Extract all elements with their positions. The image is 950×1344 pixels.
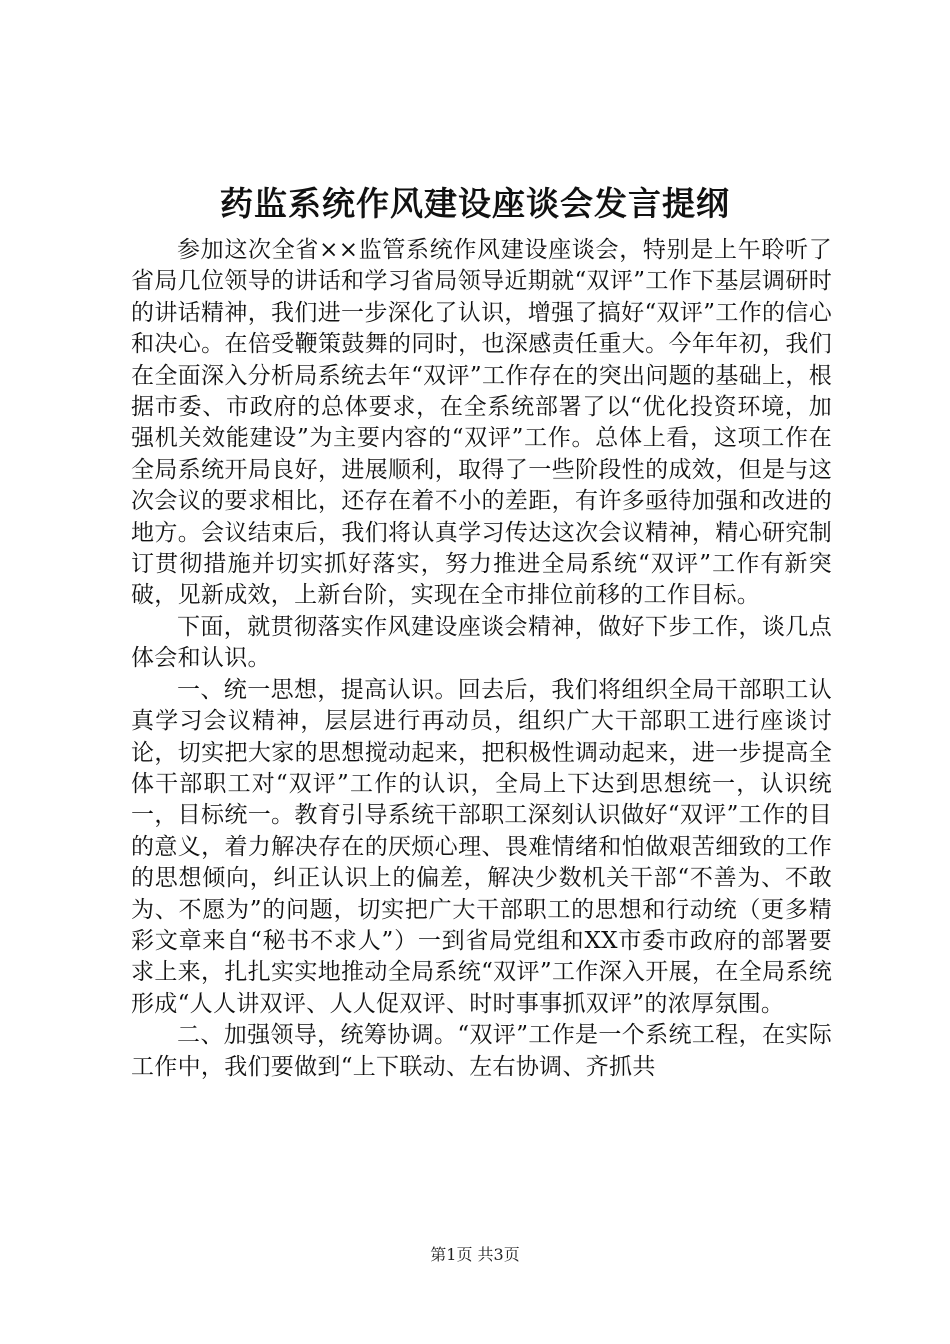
- document-title: 药监系统作风建设座谈会发言提纲: [220, 184, 730, 223]
- document-body: [131, 235, 832, 1083]
- page-footer: 第1页 共3页: [430, 1245, 520, 1264]
- paragraph-section-two: 二、加强领导，统筹协调。“双评”工作是一个系统工程，在实际工作中，我们要做到“上下联动、左右协调、齐抓共: [131, 1022, 832, 1080]
- paragraph-transition: 下面，就贯彻落实作风建设座谈会精神，做好下步工作，谈几点体会和认识。: [131, 613, 832, 672]
- paragraph-section-one: 一、统一思想，提高认识。回去后，我们将组织全局干部职工认真学习会议精神，层层进行再动员，组织广大干部职工进行座谈讨论，切实把大家的思想搅动起来，把积极性调动起来，进一步提高全体干部职工对“双评”工作的认识，全局上下达到思想统一，认识统一，目标统一。教育引导系统干部职工深刻认识做好“双评”工作的目的意义，着力解决存在的厌烦心理、畏难情绪和怕做艰苦细致的工作的思想倾向，纠正认识上的偏差，解决少数机关干部“不善为、不敢为、不愿为”的问题，切实把广大干部职工的思想和行动统（更多精彩文章来自“秘书不求人”）一到省局党组和XX市委市政府的部署要求上来，扎扎实实地推动全局系统“双评”工作深入开展，在全局系统形成“人人讲双评、人人促双评、时时事事抓双评”的浓厚氛围。: [131, 676, 832, 1017]
- paragraph-intro: 参加这次全省××监管系统作风建设座谈会，特别是上午聆听了省局几位领导的讲话和学习省局领导近期就“双评”工作下基层调研时的讲话精神，我们进一步深化了认识，增强了搞好“双评”工作的信心和决心。在倍受鞭策鼓舞的同时，也深感责任重大。今年年初，我们在全面深入分析局系统去年“双评”工作存在的突出问题的基础上，根据市委、市政府的总体要求，在全系统部署了以“优化投资环境，加强机关效能建设”为主要内容的“双评”工作。总体上看，这项工作在全局系统开局良好，进展顺利，取得了一些阶段性的成效，但是与这次会议的要求相比，还存在着不小的差距，有许多亟待加强和改进的地方。会议结束后，我们将认真学习传达这次会议精神，精心研究制订贯彻措施并切实抓好落实，努力推进全局系统“双评”工作有新突破，见新成效，上新台阶，实现在全市排位前移的工作目标。: [131, 237, 832, 609]
